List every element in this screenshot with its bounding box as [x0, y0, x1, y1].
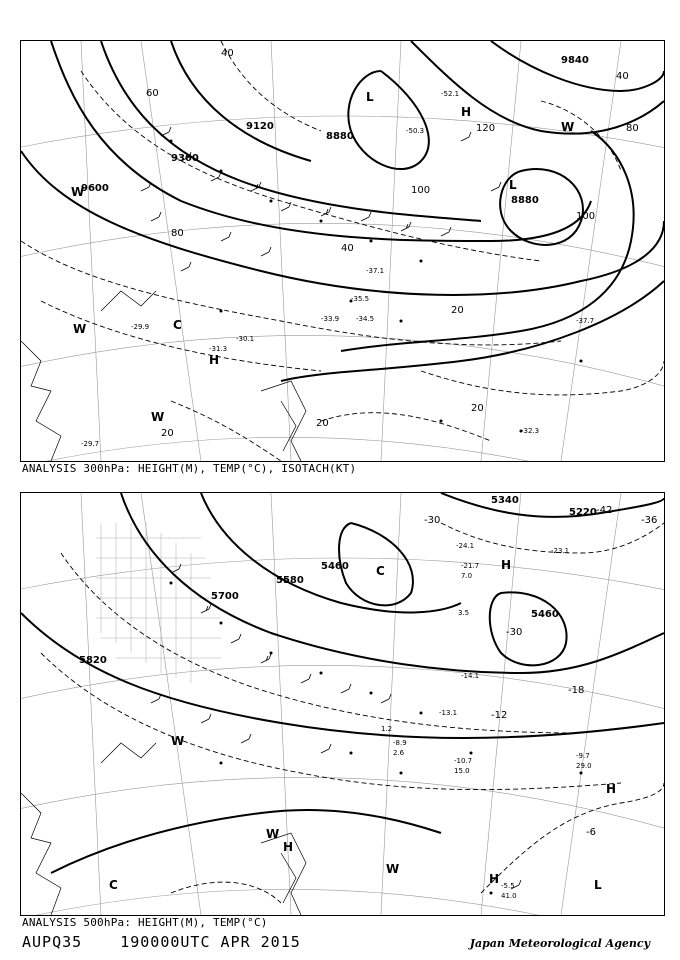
dewpoint-value: 15.0 — [454, 767, 470, 775]
temperature-value: -32.3 — [521, 427, 540, 435]
temperature-value: -37.1 — [366, 267, 385, 275]
isotach-label: 20 — [161, 428, 174, 439]
pressure-system-high: H — [606, 782, 617, 796]
temperature-value: -9.7 — [576, 752, 590, 760]
height-label: 5580 — [276, 575, 304, 586]
isotherm-label: -36 — [641, 515, 658, 526]
pressure-system-cold: C — [376, 564, 385, 578]
isotherm-label: -42 — [596, 505, 613, 516]
height-label: 9840 — [561, 55, 589, 66]
height-label: 5820 — [79, 655, 107, 666]
caption-300hpa: ANALYSIS 300hPa: HEIGHT(M), TEMP(°C), ISOTACH(KT) — [22, 462, 357, 475]
map-500hpa-svg — [21, 493, 664, 915]
pressure-system-warm: W — [561, 120, 575, 134]
chart-code: AUPQ35 — [22, 933, 83, 951]
map-300hpa-svg — [21, 41, 664, 461]
height-label: 5220 — [569, 507, 597, 518]
isotach-label: 80 — [171, 228, 184, 239]
dewpoint-value: 1.2 — [381, 725, 393, 733]
chart-identifier — [22, 933, 329, 951]
dewpoint-value: 29.0 — [576, 762, 592, 770]
isotach-label: 40 — [341, 243, 354, 254]
map-panel-500hpa — [20, 492, 665, 916]
pressure-system-warm: W — [151, 410, 165, 424]
moist-area-hatch — [96, 523, 221, 683]
isotach-label: 20 — [451, 305, 464, 316]
temperature-value: -21.7 — [461, 562, 480, 570]
pressure-system-high: H — [489, 872, 500, 886]
isotherm-label: -6 — [586, 827, 596, 838]
temperature-value: -37.7 — [576, 317, 595, 325]
temperature-value: -33.9 — [321, 315, 340, 323]
temperature-value: -13.1 — [439, 709, 458, 717]
pressure-system-high: H — [209, 353, 220, 367]
dewpoint-value: 3.5 — [458, 609, 470, 617]
pressure-system-cold: C — [173, 318, 182, 332]
temperature-value: -23.1 — [551, 547, 570, 555]
isotherm-label: -30 — [424, 515, 441, 526]
pressure-system-warm: W — [171, 734, 185, 748]
pressure-system-warm: W — [73, 322, 87, 336]
graticule — [21, 493, 664, 915]
dewpoint-value: 7.0 — [461, 572, 473, 580]
wind-barbs — [141, 127, 501, 271]
height-contours — [21, 41, 664, 381]
pressure-system-low: L — [509, 178, 517, 192]
height-label: 9360 — [171, 153, 199, 164]
temperature-value: -34.5 — [356, 315, 375, 323]
height-label: 5700 — [211, 591, 239, 602]
map-panel-300hpa — [20, 40, 665, 462]
temperature-value: -35.5 — [351, 295, 370, 303]
isotherm-label: -12 — [491, 710, 508, 721]
isotach-label: 120 — [476, 123, 496, 134]
pressure-system-cold: C — [109, 878, 118, 892]
isotach-label: 80 — [626, 123, 639, 134]
pressure-system-high: H — [461, 105, 472, 119]
pressure-system-warm: W — [386, 862, 400, 876]
pressure-system-high: H — [501, 558, 512, 572]
temperature-value: -10.7 — [454, 757, 473, 765]
pressure-system-warm: W — [266, 827, 280, 841]
height-label: 9600 — [81, 183, 109, 194]
height-label: 5340 — [491, 495, 519, 506]
temperature-value: -8.9 — [393, 739, 407, 747]
temperature-value: -50.3 — [406, 127, 425, 135]
height-label: 5460 — [321, 561, 349, 572]
temperature-value: -24.1 — [456, 542, 475, 550]
isotherm-label: -18 — [568, 685, 585, 696]
isotach-label: 40 — [616, 71, 629, 82]
dewpoint-value: 2.6 — [393, 749, 405, 757]
isotach-label: 60 — [146, 88, 159, 99]
height-label: 5460 — [531, 609, 559, 620]
height-label: 9120 — [246, 121, 274, 132]
pressure-system-low: L — [594, 878, 602, 892]
isotach-label: 100 — [576, 211, 596, 222]
dewpoint-value: 41.0 — [501, 892, 517, 900]
pressure-system-warm: W — [71, 185, 85, 199]
isotach-label: 20 — [316, 418, 329, 429]
temperature-value: -52.1 — [441, 90, 460, 98]
caption-500hpa: ANALYSIS 500hPa: HEIGHT(M), TEMP(°C) — [22, 916, 268, 929]
pressure-system-low: L — [366, 90, 374, 104]
isotach-label: 100 — [411, 185, 431, 196]
isotach-label: 40 — [221, 48, 234, 59]
pressure-system-high: H — [283, 840, 294, 854]
temperature-value: -5.5 — [501, 882, 515, 890]
temperature-value: -31.3 — [209, 345, 228, 353]
coastline — [21, 743, 306, 915]
stations — [170, 140, 583, 433]
agency-name: Japan Meteorological Agency — [469, 937, 650, 950]
isotherm-label: -30 — [506, 627, 523, 638]
temperature-value: -29.7 — [81, 440, 100, 448]
height-label: 8880 — [326, 131, 354, 142]
temperature-value: -14.1 — [461, 672, 480, 680]
isotach-label: 20 — [471, 403, 484, 414]
temperature-value: -29.9 — [131, 323, 150, 331]
height-label: 8880 — [511, 195, 539, 206]
chart-datetime: 190000UTC APR 2015 — [120, 933, 301, 951]
temperature-value: -30.1 — [236, 335, 255, 343]
